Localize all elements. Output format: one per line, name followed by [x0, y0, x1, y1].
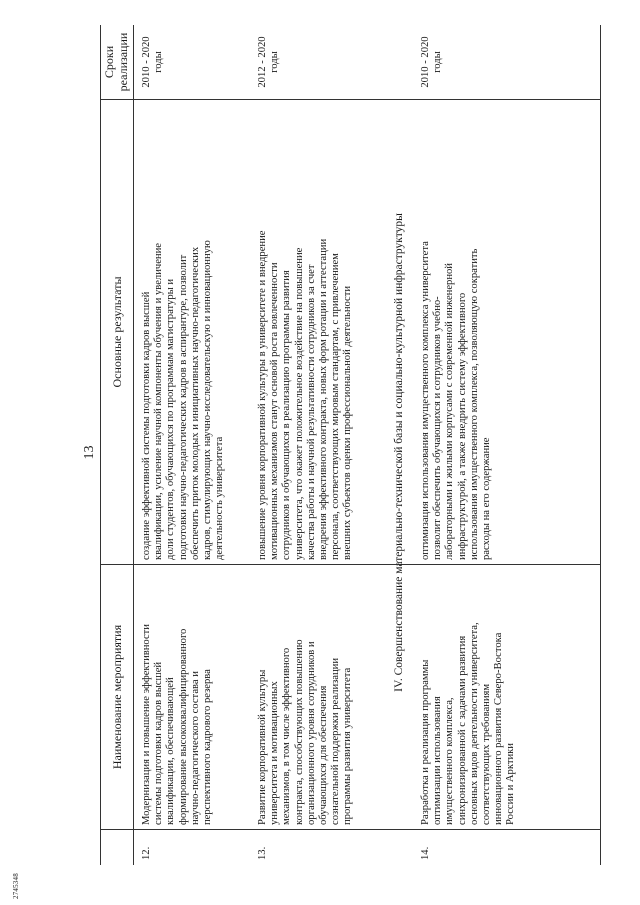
table-header-rule [133, 25, 134, 865]
row-12-number: 12. [141, 846, 152, 860]
header-term-line-1: Сроки [102, 45, 116, 79]
row-12-term: 2010 - 2020 годы [141, 36, 165, 88]
header-name: Наименование мероприятия [110, 624, 124, 770]
table-top-rule [100, 25, 101, 865]
row-14-term: 2010 - 2020 годы [420, 36, 444, 88]
column-divider-1 [100, 829, 600, 830]
column-divider-3 [100, 99, 600, 100]
row-14-number: 14. [420, 846, 431, 860]
table-bottom-rule [600, 25, 601, 865]
row-13-results: повышение уровня корпоративной культуры в университете и внедрение мотивационных механизмов станут основой роста вовлеченности сотрудников и обучающихся в реализацию программы развития университета, что окажет положительное воздействие на повышение качества работы и научной результативности сотрудников за счет внедрения эффективного контракта, новых форм ротации и аттестации персонала, соответствующих мировым стандартам, с привлечением внешних субъектов оценки профессиональной деятельности [257, 230, 354, 560]
row-13-number: 13. [257, 846, 268, 860]
column-divider-2 [100, 564, 600, 565]
row-14-name: Разработка и реализация программы оптимизации использования имущественного комплекса, синхронизированной с задачами развития основных видов деятельности университета, соответствующих требованиям инновационного развития Северо-Востока России и Арктики [420, 622, 517, 825]
header-results: Основные результаты [110, 276, 124, 388]
document-code: 2745348 [12, 873, 20, 899]
row-12-name: Модернизация и повышение эффективности системы подготовки кадров высшей квалификации, обеспечивающей формирование высококвалифицированного научно-педагогического состава и перспективного кадрового резерва [141, 624, 214, 825]
row-13-term: 2012 - 2020 годы [257, 36, 281, 88]
row-13-name: Развитие корпоративной культуры университета и мотивационных механизмов, в том числе эффективного контракта, способствующих повышению организационного уровня сотрудников и обучающихся для обеспечения сознательной поддержки реализации программы развития университета [257, 639, 354, 825]
page-number: 13 [82, 445, 97, 460]
row-12-results: создание эффективной системы подготовки кадров высшей квалификации, усиление научной компоненты обучения и увеличение доли студентов, обучающихся по программам магистратуры и подготовки научно-педагогических кадров в аспирантуре, позволит обеспечить приток молодых и инициативных научно-педагогических кадров, стимулирующих научно-исследовательскую и инновационную деятельность университета [141, 240, 226, 560]
row-14-results: оптимизация использования имущественного комплекса университета позволит обеспечить обучающихся и сотрудников учебно- лабораторными и жилыми корпусами с современной инженерной инфраструктурой, а также внедрить систему эффективного использования имущественного комплекса, позволяющую сократить расходы на его содержание [420, 241, 493, 560]
section-title: IV. Совершенствование материально-технической базы и социально-культурной инфраструктуры [393, 213, 405, 692]
header-term-line-2: реализации [116, 32, 130, 92]
